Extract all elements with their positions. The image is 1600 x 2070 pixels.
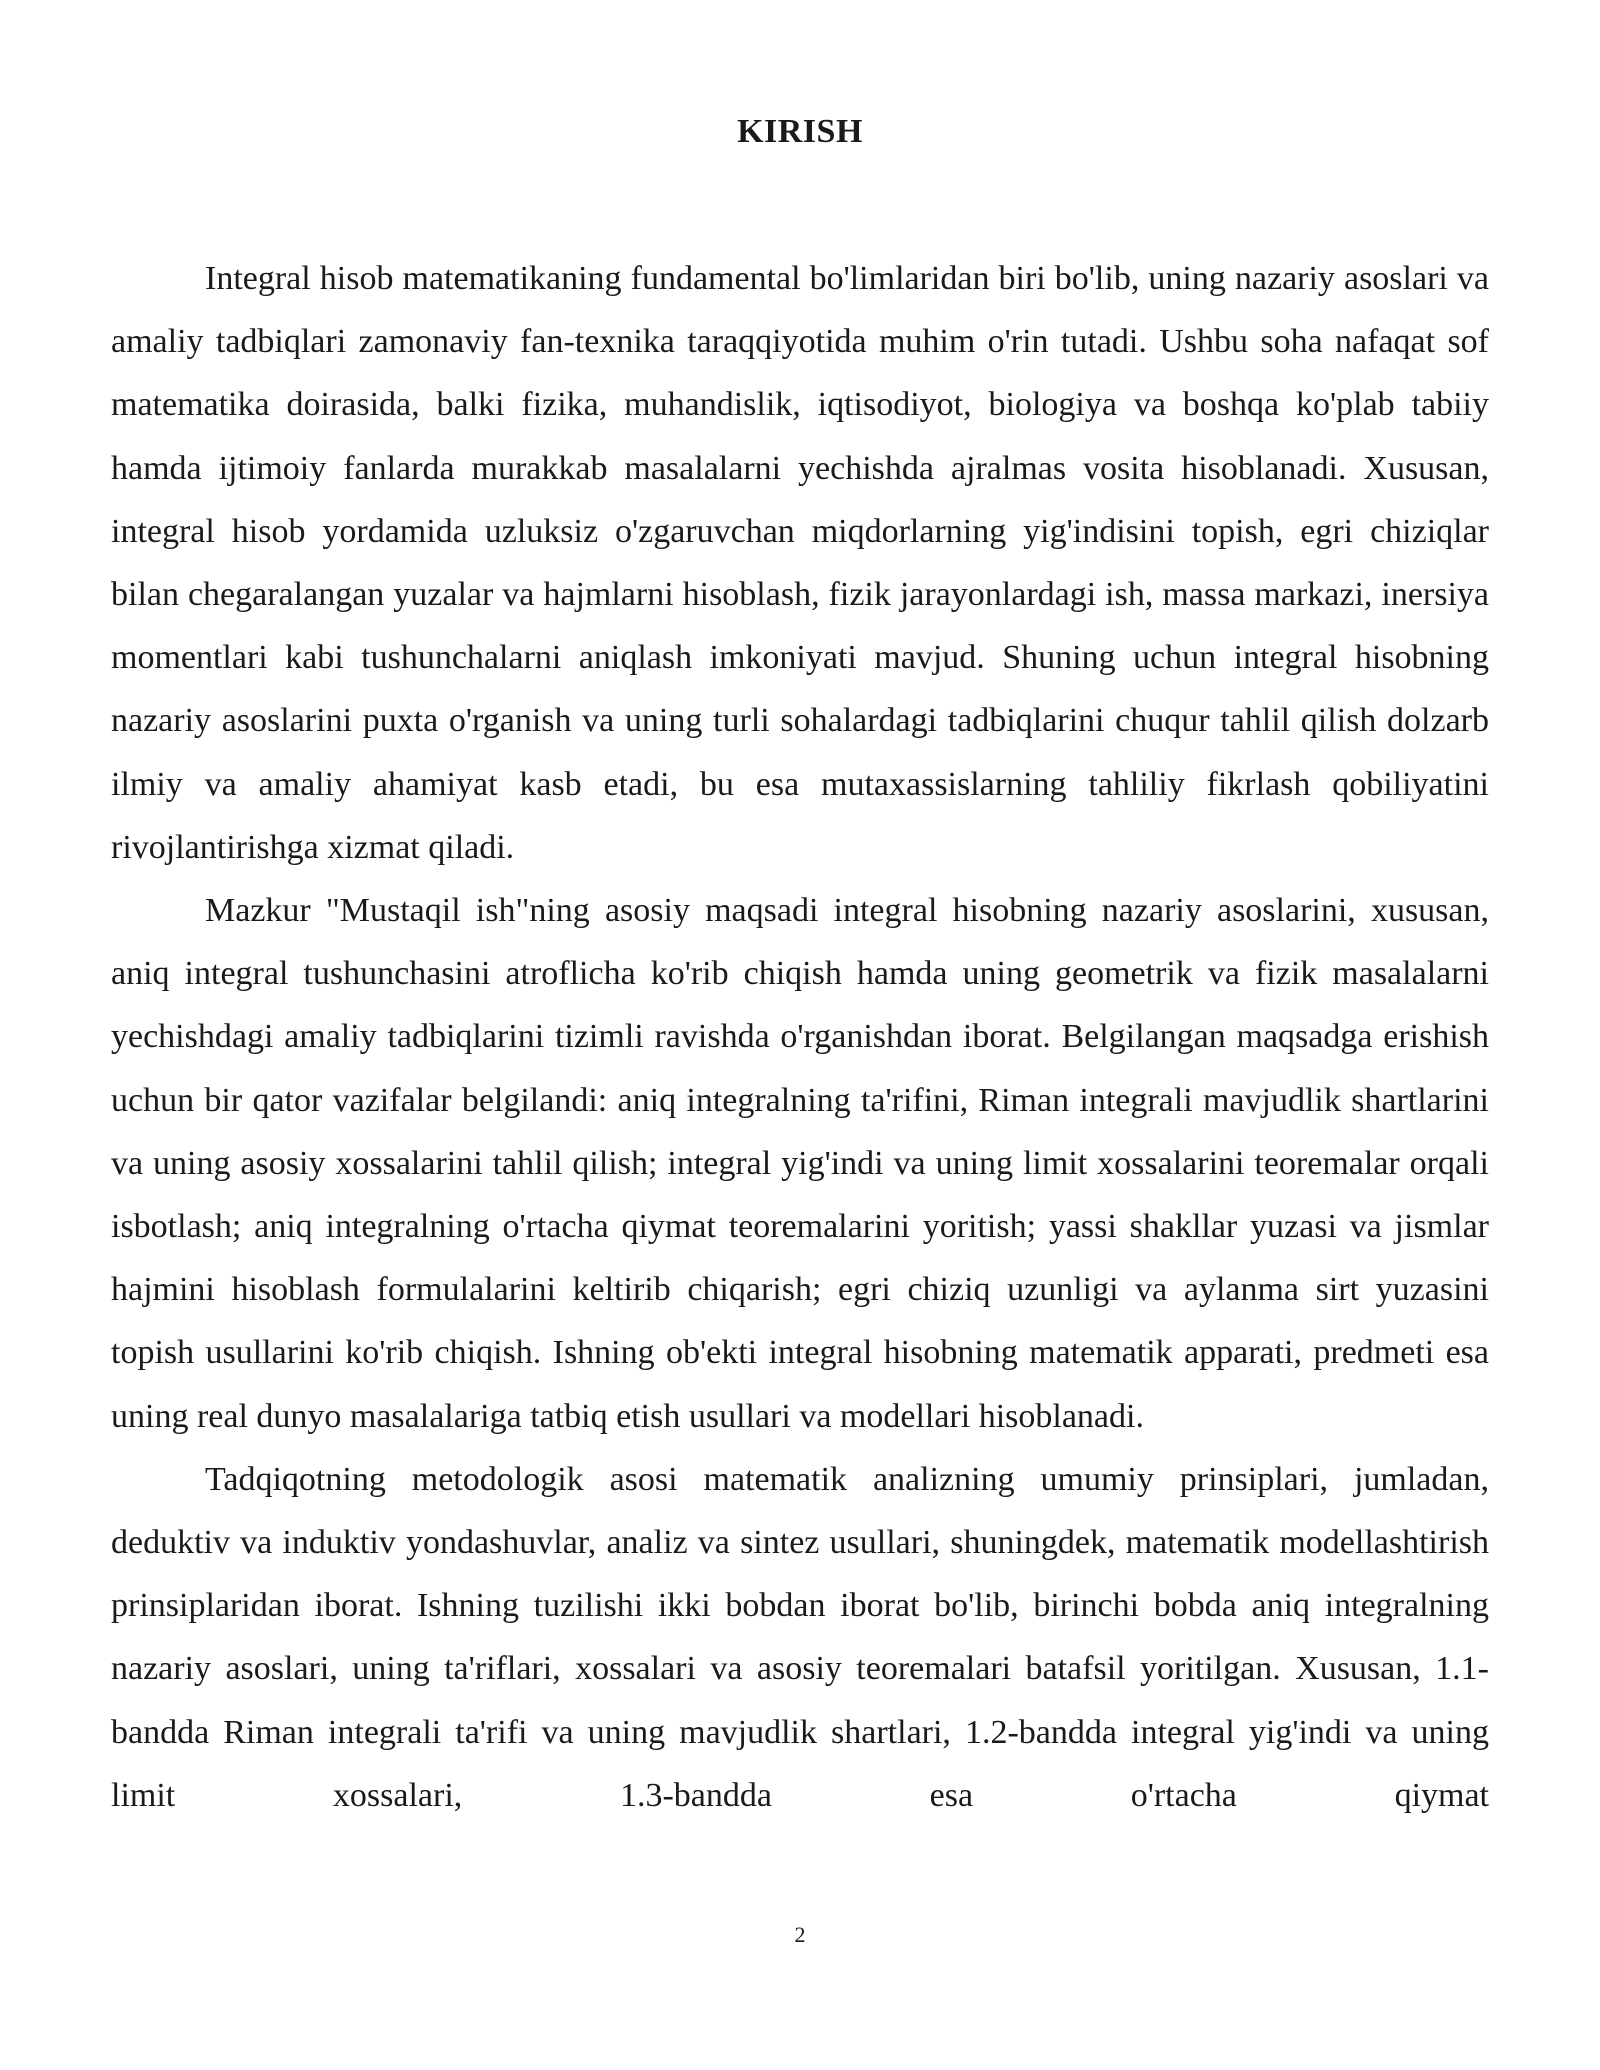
paragraph-introduction: Integral hisob matematikaning fundamental bo'limlaridan biri bo'lib, uning nazariy asoslari va amaliy tadbiqlari zamonaviy fan-texnika taraqqiyotida muhim o'rin tutadi. Ushbu soha nafaqat sof matematika doirasida, balki fizika, muhandislik, iqtisodiyot, biologiya va boshqa ko'plab tabiiy hamda ijtimoiy fanlarda murakkab masalalarni yechishda ajralmas vosita hisoblanadi. Xususan, integral hisob yordamida uzluksiz o'zgaruvchan miqdorlarning yig'indisini topish, egri chiziqlar bilan chegaralangan yuzalar va hajmlarni hisoblash, fizik jarayonlardagi ish, massa markazi, inersiya momentlari kabi tushunchalarni aniqlash imkoniyati mavjud. Shuning uchun integral hisobning nazariy asoslarini puxta o'rganish va uning turli sohalardagi tadbiqlarini chuqur tahlil qilish dolzarb ilmiy va amaliy ahamiyat kasb etadi, bu esa mutaxassislarning tahliliy fikrlash qobiliyatini rivojlantirishga xizmat qiladi.: [111, 260, 1489, 866]
body-text: [111, 247, 1489, 1827]
paragraph-goals: Mazkur "Mustaqil ish"ning asosiy maqsadi integral hisobning nazariy asoslarini, xususan, aniq integral tushunchasini atroflicha ko'rib chiqish hamda uning geometrik va fizik masalalarni yechishdagi amaliy tadbiqlarini tizimli ravishda o'rganishdan iborat. Belgilangan maqsadga erishish uchun bir qator vazifalar belgilandi: aniq integralning ta'rifini, Riman integrali mavjudlik shartlarini va uning asosiy xossalarini tahlil qilish; integral yig'indi va uning limit xossalarini teoremalar orqali isbotlash; aniq integralning o'rtacha qiymat teoremalarini yoritish; yassi shakllar yuzasi va jismlar hajmini hisoblash formulalarini keltirib chiqarish; egri chiziq uzunligi va aylanma sirt yuzasini topish usullarini ko'rib chiqish. Ishning ob'ekti integral hisobning matematik apparati, predmeti esa uning real dunyo masalalariga tatbiq etish usullari va modellari hisoblanadi.: [111, 892, 1489, 1435]
page-title: KIRISH: [737, 113, 863, 150]
paragraph-methodology: Tadqiqotning metodologik asosi matematik analizning umumiy prinsiplari, jumladan, deduktiv va induktiv yondashuvlar, analiz va sintez usullari, shuningdek, matematik modellashtirish prinsiplaridan iborat. Ishning tuzilishi ikki bobdan iborat bo'lib, birinchi bobda aniq integralning nazariy asoslari, uning ta'riflari, xossalari va asosiy teoremalari batafsil yoritilgan. Xususan, 1.1-bandda Riman integrali ta'rifi va uning mavjudlik shartlari, 1.2-bandda integral yig'indi va uning limit xossalari, 1.3-bandda esa o'rtacha qiymat: [111, 1460, 1489, 1814]
page-number: 2: [794, 1922, 806, 1947]
